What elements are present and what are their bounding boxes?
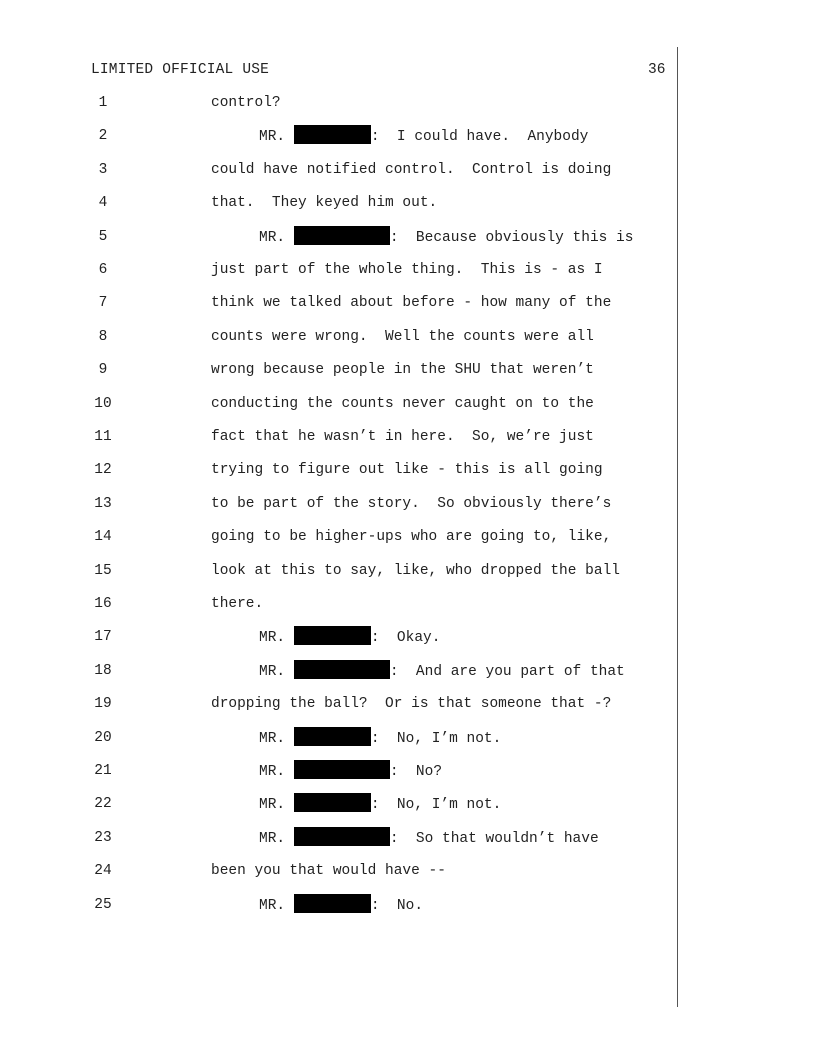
line-body: wrong because people in the SHU that weren’t bbox=[211, 362, 594, 379]
line-number: 25 bbox=[94, 896, 112, 913]
line-number: 9 bbox=[98, 362, 108, 379]
line-body: going to be higher-ups who are going to, like, bbox=[211, 529, 612, 546]
transcript-line bbox=[0, 860, 816, 882]
line-text bbox=[259, 727, 501, 750]
redaction-box bbox=[294, 827, 390, 846]
transcript-line bbox=[0, 760, 816, 782]
line-text bbox=[259, 894, 423, 917]
transcript-line bbox=[0, 560, 816, 582]
line-text bbox=[211, 326, 594, 348]
line-number: 8 bbox=[98, 328, 108, 345]
speaker-label: MR. bbox=[259, 663, 286, 680]
line-number: 1 bbox=[98, 95, 108, 111]
line-body: : No, I’m not. bbox=[370, 730, 502, 747]
line-body: conducting the counts never caught on to the bbox=[211, 395, 594, 412]
classification-header: LIMITED OFFICIAL USE bbox=[91, 62, 270, 78]
line-text bbox=[211, 593, 263, 615]
transcript-line bbox=[0, 326, 816, 348]
redaction-box bbox=[294, 793, 371, 812]
line-text bbox=[211, 159, 611, 181]
transcript-line bbox=[0, 125, 816, 147]
transcript-line bbox=[0, 493, 816, 515]
line-text bbox=[259, 760, 442, 783]
redaction-box bbox=[294, 894, 371, 913]
transcript-line bbox=[0, 259, 816, 281]
speaker-label: MR. bbox=[259, 229, 286, 246]
line-text bbox=[259, 226, 633, 249]
redaction-box bbox=[294, 226, 390, 245]
line-text bbox=[211, 560, 620, 582]
line-number: 4 bbox=[98, 195, 108, 212]
transcript-line bbox=[0, 526, 816, 548]
line-number: 24 bbox=[94, 863, 112, 880]
transcript-line bbox=[0, 693, 816, 715]
line-text bbox=[259, 626, 440, 649]
line-text bbox=[211, 292, 611, 314]
transcript-line bbox=[0, 359, 816, 381]
line-body: : Okay. bbox=[370, 630, 441, 647]
line-text bbox=[259, 793, 501, 816]
line-body: : No? bbox=[389, 764, 443, 780]
line-number: 19 bbox=[94, 696, 112, 713]
redaction-box bbox=[294, 760, 390, 779]
line-text bbox=[211, 693, 611, 715]
line-text bbox=[211, 259, 603, 281]
line-number: 7 bbox=[98, 295, 108, 312]
redaction-box bbox=[294, 626, 371, 645]
transcript-line bbox=[0, 894, 816, 916]
line-number: 13 bbox=[94, 495, 112, 512]
line-number: 14 bbox=[94, 529, 112, 546]
line-body: fact that he wasn’t in here. So, we’re just bbox=[211, 429, 594, 445]
line-text bbox=[211, 426, 594, 448]
line-body: trying to figure out like - this is all going bbox=[211, 462, 603, 479]
line-text bbox=[259, 125, 588, 148]
line-number: 17 bbox=[94, 629, 112, 646]
line-body: dropping the ball? Or is that someone that -? bbox=[211, 696, 612, 713]
speaker-label: MR. bbox=[259, 630, 286, 647]
line-body: been you that would have -- bbox=[211, 863, 446, 880]
line-text bbox=[211, 192, 437, 214]
transcript-line bbox=[0, 292, 816, 314]
transcript-line bbox=[0, 793, 816, 815]
speaker-label: MR. bbox=[259, 764, 286, 780]
line-number: 23 bbox=[94, 829, 112, 846]
line-text bbox=[211, 860, 446, 882]
transcript-line bbox=[0, 159, 816, 181]
line-body: could have notified control. Control is doing bbox=[211, 161, 612, 178]
line-text bbox=[211, 493, 611, 515]
line-number: 18 bbox=[94, 662, 112, 679]
transcript-line bbox=[0, 626, 816, 648]
speaker-label: MR. bbox=[259, 830, 286, 847]
transcript-line bbox=[0, 727, 816, 749]
line-body: : I could have. Anybody bbox=[370, 129, 589, 146]
redaction-box bbox=[294, 125, 371, 144]
line-number: 12 bbox=[94, 462, 112, 479]
transcript-line bbox=[0, 426, 816, 448]
speaker-label: MR. bbox=[259, 797, 286, 814]
line-body: that. They keyed him out. bbox=[211, 195, 438, 212]
line-text bbox=[259, 660, 625, 683]
line-text bbox=[211, 393, 594, 415]
line-number: 3 bbox=[98, 161, 108, 178]
line-number: 15 bbox=[94, 562, 112, 579]
line-text bbox=[211, 459, 603, 481]
transcript-line bbox=[0, 593, 816, 615]
transcript-line bbox=[0, 92, 816, 114]
line-body: : And are you part of that bbox=[389, 663, 625, 680]
line-number: 6 bbox=[98, 262, 108, 278]
line-body: : Because obviously this is bbox=[389, 229, 634, 246]
transcript-line bbox=[0, 827, 816, 849]
speaker-label: MR. bbox=[259, 129, 286, 146]
line-body: control? bbox=[211, 95, 281, 111]
line-number: 21 bbox=[94, 763, 112, 779]
line-text bbox=[211, 359, 594, 381]
page-number: 36 bbox=[648, 62, 666, 78]
redaction-box bbox=[294, 660, 390, 679]
line-body: just part of the whole thing. This is - as I bbox=[211, 262, 603, 278]
line-text bbox=[211, 526, 611, 548]
line-body: : No, I’m not. bbox=[370, 797, 502, 814]
line-body: look at this to say, like, who dropped the ball bbox=[211, 562, 620, 579]
line-body: to be part of the story. So obviously there’s bbox=[211, 495, 612, 512]
speaker-label: MR. bbox=[259, 897, 286, 914]
transcript-line bbox=[0, 660, 816, 682]
transcript-line bbox=[0, 393, 816, 415]
speaker-label: MR. bbox=[259, 730, 286, 747]
transcript-line bbox=[0, 459, 816, 481]
line-number: 10 bbox=[94, 395, 112, 412]
line-number: 2 bbox=[98, 128, 108, 145]
line-body: counts were wrong. Well the counts were all bbox=[211, 328, 594, 345]
redaction-box bbox=[294, 727, 371, 746]
line-number: 5 bbox=[98, 228, 108, 245]
line-number: 20 bbox=[94, 729, 112, 746]
line-text bbox=[211, 92, 281, 114]
line-number: 11 bbox=[94, 429, 112, 445]
line-text bbox=[259, 827, 599, 850]
line-body: there. bbox=[211, 596, 264, 612]
line-body: : So that wouldn’t have bbox=[389, 830, 599, 847]
transcript-line bbox=[0, 226, 816, 248]
line-number: 22 bbox=[94, 796, 112, 813]
line-number: 16 bbox=[94, 596, 112, 612]
line-body: : No. bbox=[370, 897, 424, 914]
transcript-line bbox=[0, 192, 816, 214]
line-body: think we talked about before - how many of the bbox=[211, 295, 612, 312]
